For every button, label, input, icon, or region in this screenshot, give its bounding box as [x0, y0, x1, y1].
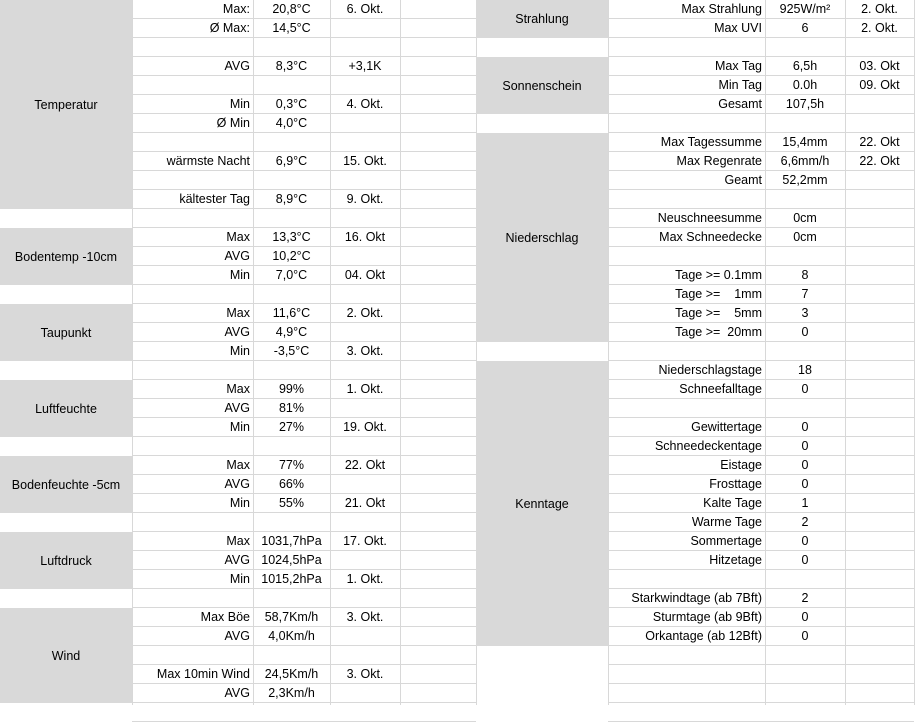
right-grid-row-line — [608, 645, 914, 646]
right-row-extra: 03. Okt — [859, 59, 900, 73]
right-row-label: Max Tag — [714, 59, 762, 73]
left-row-label — [132, 646, 250, 665]
right-group-header: Kenntage — [476, 361, 608, 646]
left-row-extra: 9. Okt. — [346, 192, 384, 206]
left-row-extra: 2. Okt. — [346, 306, 384, 320]
right-grid-row-line — [608, 18, 914, 19]
left-row-value: 8,9°C — [275, 192, 308, 206]
left-grid-row-line — [132, 265, 476, 266]
left-row-value: 4,9°C — [275, 325, 308, 339]
left-row-label: AVG — [224, 325, 250, 339]
right-row-value — [765, 570, 845, 589]
left-row-label: Min — [229, 420, 250, 434]
right-row-value: 0cm — [793, 230, 817, 244]
right-row-value: 6,5h — [792, 59, 818, 73]
right-row-label: Max Schneedecke — [659, 230, 762, 244]
right-grid-row-line — [608, 455, 914, 456]
right-row-extra: 2. Okt. — [861, 21, 898, 35]
right-row-label: Max Strahlung — [681, 2, 762, 16]
right-grid-row-line — [608, 113, 914, 114]
left-row-label — [132, 38, 250, 57]
right-row-extra — [845, 513, 914, 532]
right-row-extra — [845, 190, 914, 209]
right-grid-row-line — [608, 626, 914, 627]
right-row-value: 18 — [798, 363, 812, 377]
right-row-label — [608, 570, 762, 589]
left-grid-row-line — [132, 75, 476, 76]
right-grid-row-line — [608, 436, 914, 437]
left-row-label: AVG — [224, 629, 250, 643]
left-row-extra: 1. Okt. — [346, 572, 384, 586]
right-row-extra — [845, 304, 914, 323]
left-grid-row-line — [132, 151, 476, 152]
right-grid-row-line — [608, 398, 914, 399]
right-row-extra — [845, 228, 914, 247]
right-row-label: Min Tag — [718, 78, 762, 92]
left-row-value: 13,3°C — [272, 230, 311, 244]
right-group-header: Sonnenschein — [476, 57, 608, 114]
left-row-value — [253, 646, 330, 665]
left-row-value: 4,0Km/h — [268, 629, 315, 643]
left-row-extra — [330, 551, 400, 570]
right-row-label: Eistage — [720, 458, 762, 472]
right-row-extra — [845, 456, 914, 475]
right-row-extra — [845, 570, 914, 589]
left-row-extra — [330, 684, 400, 703]
left-grid-row-line — [132, 569, 476, 570]
right-row-value: 0.0h — [792, 78, 818, 92]
left-row-extra: 1. Okt. — [346, 382, 384, 396]
right-row-label: Schneedeckentage — [654, 439, 762, 453]
left-row-label: Max — [226, 230, 250, 244]
left-grid-row-line — [132, 607, 476, 608]
left-row-label: Min — [229, 496, 250, 510]
left-row-value: 1024,5hPa — [261, 553, 322, 567]
right-row-extra — [845, 323, 914, 342]
right-grid-row-line — [608, 702, 914, 703]
left-row-extra: 15. Okt. — [343, 154, 387, 168]
left-row-extra — [330, 114, 400, 133]
left-row-value: -3,5°C — [273, 344, 310, 358]
right-row-extra — [845, 209, 914, 228]
left-grid-row-line — [132, 94, 476, 95]
right-row-label: Warme Tage — [691, 515, 762, 529]
left-row-value: 2,3Km/h — [268, 686, 315, 700]
left-grid-row-line — [132, 341, 476, 342]
left-row-label — [132, 171, 250, 190]
right-row-extra — [845, 361, 914, 380]
left-grid-row-line — [132, 550, 476, 551]
right-row-extra — [845, 608, 914, 627]
left-row-label: Min — [229, 572, 250, 586]
left-row-value: 0,3°C — [275, 97, 308, 111]
left-row-extra: 22. Okt — [344, 458, 386, 472]
left-group-header: Luftdruck — [0, 532, 132, 589]
right-row-extra — [845, 589, 914, 608]
left-grid-row-line — [132, 303, 476, 304]
right-row-extra — [845, 627, 914, 646]
right-row-value: 1 — [801, 496, 809, 510]
left-row-value — [253, 76, 330, 95]
right-row-value — [765, 247, 845, 266]
right-row-extra — [845, 247, 914, 266]
right-grid-row-line — [608, 37, 914, 38]
left-row-label — [132, 133, 250, 152]
left-row-value — [253, 171, 330, 190]
left-grid-row-line — [132, 493, 476, 494]
left-grid-row-line — [132, 208, 476, 209]
right-grid-row-line — [608, 550, 914, 551]
left-row-value: 7,0°C — [275, 268, 308, 282]
left-group-header: Wind — [0, 608, 132, 703]
right-row-extra — [845, 380, 914, 399]
right-row-label: Frosttage — [709, 477, 762, 491]
right-row-value: 0 — [801, 458, 809, 472]
right-grid-row-line — [608, 284, 914, 285]
right-row-extra — [845, 171, 914, 190]
right-grid-row-line — [608, 170, 914, 171]
left-row-value: 4,0°C — [275, 116, 308, 130]
left-row-label: Min — [229, 344, 250, 358]
left-grid-row-line — [132, 246, 476, 247]
right-row-label: Max UVI — [714, 21, 762, 35]
left-row-value: 24,5Km/h — [264, 667, 319, 681]
left-grid-row-line — [132, 227, 476, 228]
left-row-value: 99% — [278, 382, 305, 396]
left-group-header: Taupunkt — [0, 304, 132, 361]
left-row-label: AVG — [224, 686, 250, 700]
right-row-label: Gesamt — [718, 97, 762, 111]
left-grid-row-line — [132, 645, 476, 646]
right-grid-row-line — [608, 189, 914, 190]
right-row-extra: 22. Okt — [859, 154, 900, 168]
right-row-label: Orkantage (ab 12Bft) — [645, 629, 762, 643]
left-group-header: Bodentemp -10cm — [0, 228, 132, 285]
right-grid-row-line — [608, 417, 914, 418]
left-row-extra — [330, 133, 400, 152]
left-grid-row-line — [132, 398, 476, 399]
left-row-label: Max — [226, 458, 250, 472]
left-row-extra — [330, 76, 400, 95]
left-row-extra: 3. Okt. — [346, 344, 384, 358]
right-row-value: 2 — [801, 515, 809, 529]
right-grid-row-line — [608, 227, 914, 228]
left-grid-row-line — [132, 702, 476, 703]
left-row-label: kältester Tag — [179, 192, 250, 206]
right-row-value: 0 — [801, 610, 809, 624]
left-grid-row-line — [132, 664, 476, 665]
left-grid-row-line — [132, 189, 476, 190]
left-group-header: Temperatur — [0, 0, 132, 209]
left-grid-row-line — [132, 683, 476, 684]
left-row-label: AVG — [224, 477, 250, 491]
left-row-label: Max Böe — [200, 610, 250, 624]
left-row-value: 66% — [278, 477, 305, 491]
right-row-value: 2 — [801, 591, 809, 605]
left-row-extra: +3,1K — [348, 59, 382, 73]
left-grid-row-line — [132, 18, 476, 19]
right-grid-row-line — [608, 474, 914, 475]
left-row-extra — [330, 627, 400, 646]
right-grid-row-line — [608, 588, 914, 589]
right-grid-row-line — [608, 75, 914, 76]
right-row-value: 0 — [801, 534, 809, 548]
right-row-value: 0 — [801, 439, 809, 453]
right-grid-row-line — [608, 208, 914, 209]
right-row-value: 0 — [801, 477, 809, 491]
left-grid-row-line — [132, 322, 476, 323]
right-row-extra — [845, 95, 914, 114]
left-group-header: Luftfeuchte — [0, 380, 132, 437]
left-row-extra — [330, 38, 400, 57]
right-row-label: Gewittertage — [691, 420, 762, 434]
right-grid-row-line — [608, 683, 914, 684]
right-grid-row-line — [608, 512, 914, 513]
right-grid-row-line — [608, 341, 914, 342]
left-row-value: 77% — [278, 458, 305, 472]
right-row-label: Hitzetage — [709, 553, 762, 567]
left-grid-row-line — [132, 417, 476, 418]
left-row-extra — [330, 646, 400, 665]
left-grid-row-line — [132, 588, 476, 589]
right-row-label: Tage >= 5mm — [675, 306, 762, 320]
left-row-label: Max: — [222, 2, 250, 16]
left-row-extra: 19. Okt. — [343, 420, 387, 434]
right-grid-row-line — [608, 379, 914, 380]
right-row-label: Sturmtage (ab 9Bft) — [652, 610, 762, 624]
right-row-extra — [845, 437, 914, 456]
right-row-extra — [845, 285, 914, 304]
left-row-extra: 17. Okt. — [343, 534, 387, 548]
right-row-label: Neuschneesumme — [657, 211, 762, 225]
left-row-value: 8,3°C — [275, 59, 308, 73]
left-grid-row-line — [132, 132, 476, 133]
left-row-label: Max — [226, 306, 250, 320]
right-row-label: Sommertage — [690, 534, 762, 548]
left-row-extra — [330, 19, 400, 38]
right-row-value: 0 — [801, 420, 809, 434]
right-row-label: Starkwindtage (ab 7Bft) — [631, 591, 762, 605]
right-row-value: 0 — [801, 325, 809, 339]
right-group-header: Niederschlag — [476, 133, 608, 342]
left-grid-row-line — [132, 170, 476, 171]
right-grid-row-line — [608, 246, 914, 247]
right-row-label: Niederschlagstage — [658, 363, 762, 377]
left-row-value: 14,5°C — [272, 21, 311, 35]
left-row-label: Max — [226, 382, 250, 396]
left-row-value: 11,6°C — [272, 306, 311, 320]
left-row-value — [253, 133, 330, 152]
left-row-extra: 6. Okt. — [346, 2, 384, 16]
right-row-value: 925W/m² — [779, 2, 831, 16]
left-grid-row-line — [132, 379, 476, 380]
left-row-value — [253, 38, 330, 57]
right-row-extra — [845, 399, 914, 418]
right-row-label: Kalte Tage — [703, 496, 762, 510]
left-row-value: 1031,7hPa — [261, 534, 322, 548]
right-row-label — [608, 399, 762, 418]
right-row-value: 7 — [801, 287, 809, 301]
left-grid-row-line — [132, 436, 476, 437]
left-row-extra — [330, 247, 400, 266]
left-group-header: Bodenfeuchte -5cm — [0, 456, 132, 513]
right-grid-row-line — [608, 569, 914, 570]
left-row-extra — [330, 475, 400, 494]
right-group-header: Strahlung — [476, 0, 608, 38]
right-row-label: Tage >= 0.1mm — [675, 268, 762, 282]
left-row-label: Min — [229, 268, 250, 282]
left-grid-row-line — [132, 455, 476, 456]
left-row-extra: 4. Okt. — [346, 97, 384, 111]
right-row-value: 0 — [801, 382, 809, 396]
right-grid-row-line — [608, 94, 914, 95]
right-row-extra — [845, 418, 914, 437]
left-row-label: AVG — [224, 553, 250, 567]
left-row-label: Min — [229, 97, 250, 111]
right-grid-row-line — [608, 265, 914, 266]
right-row-extra — [845, 551, 914, 570]
left-grid-row-line — [132, 474, 476, 475]
left-grid-row-line — [132, 284, 476, 285]
left-row-label: Max — [226, 534, 250, 548]
left-row-extra — [330, 171, 400, 190]
left-row-label: AVG — [224, 249, 250, 263]
right-grid-row-line — [608, 322, 914, 323]
right-row-extra — [845, 532, 914, 551]
right-grid-row-line — [608, 493, 914, 494]
left-row-value: 27% — [278, 420, 305, 434]
right-row-value: 8 — [801, 268, 809, 282]
left-grid-row-line — [132, 512, 476, 513]
left-grid-row-line — [132, 37, 476, 38]
left-row-value: 58,7Km/h — [264, 610, 319, 624]
right-row-label — [608, 190, 762, 209]
right-row-extra — [845, 266, 914, 285]
right-row-extra: 2. Okt. — [861, 2, 898, 16]
left-grid-row-line — [132, 531, 476, 532]
right-grid-row-line — [608, 360, 914, 361]
left-grid-row-line — [132, 56, 476, 57]
left-grid-row-line — [132, 626, 476, 627]
right-row-label: Max Tagessumme — [660, 135, 762, 149]
left-row-label: Ø Max: — [209, 21, 250, 35]
right-row-value: 3 — [801, 306, 809, 320]
left-row-label: Ø Min — [216, 116, 250, 130]
left-row-label: AVG — [224, 401, 250, 415]
left-row-label: Max 10min Wind — [156, 667, 250, 681]
left-row-value: 20,8°C — [272, 2, 311, 16]
left-row-extra: 04. Okt — [344, 268, 386, 282]
right-grid-row-line — [608, 56, 914, 57]
right-row-value: 6 — [801, 21, 809, 35]
left-row-extra: 3. Okt. — [346, 667, 384, 681]
left-row-extra: 16. Okt — [344, 230, 386, 244]
right-row-value: 0cm — [793, 211, 817, 225]
right-row-value — [765, 190, 845, 209]
right-grid-row-line — [608, 303, 914, 304]
right-row-label: Geamt — [724, 173, 762, 187]
right-row-value: 0 — [801, 553, 809, 567]
right-row-value: 52,2mm — [782, 173, 828, 187]
left-row-label: AVG — [224, 59, 250, 73]
right-row-extra: 22. Okt — [859, 135, 900, 149]
right-row-extra: 09. Okt — [859, 78, 900, 92]
left-row-extra: 21. Okt — [344, 496, 386, 510]
right-row-value: 15,4mm — [782, 135, 828, 149]
right-row-value: 107,5h — [785, 97, 825, 111]
right-row-label — [608, 247, 762, 266]
right-row-label: Tage >= 20mm — [675, 325, 762, 339]
left-row-extra: 3. Okt. — [346, 610, 384, 624]
left-row-extra — [330, 323, 400, 342]
left-row-value: 1015,2hPa — [261, 572, 322, 586]
right-row-extra — [845, 475, 914, 494]
right-row-value — [765, 399, 845, 418]
left-row-value: 81% — [278, 401, 305, 415]
left-row-extra — [330, 399, 400, 418]
right-grid-row-line — [608, 664, 914, 665]
right-row-label: Schneefalltage — [679, 382, 762, 396]
right-row-value: 0 — [801, 629, 809, 643]
right-row-label: Tage >= 1mm — [675, 287, 762, 301]
left-row-value: 6,9°C — [275, 154, 308, 168]
left-row-value: 10,2°C — [272, 249, 311, 263]
right-grid-row-line — [608, 132, 914, 133]
left-row-label — [132, 76, 250, 95]
left-row-value: 55% — [278, 496, 305, 510]
left-row-label: wärmste Nacht — [166, 154, 250, 168]
right-grid-row-line — [608, 531, 914, 532]
left-grid-row-line — [132, 113, 476, 114]
right-row-value: 6,6mm/h — [780, 154, 830, 168]
right-row-label: Max Regenrate — [676, 154, 762, 168]
right-grid-row-line — [608, 151, 914, 152]
right-row-extra — [845, 494, 914, 513]
right-grid-row-line — [608, 607, 914, 608]
grid-column-line — [400, 0, 401, 705]
left-grid-row-line — [132, 360, 476, 361]
